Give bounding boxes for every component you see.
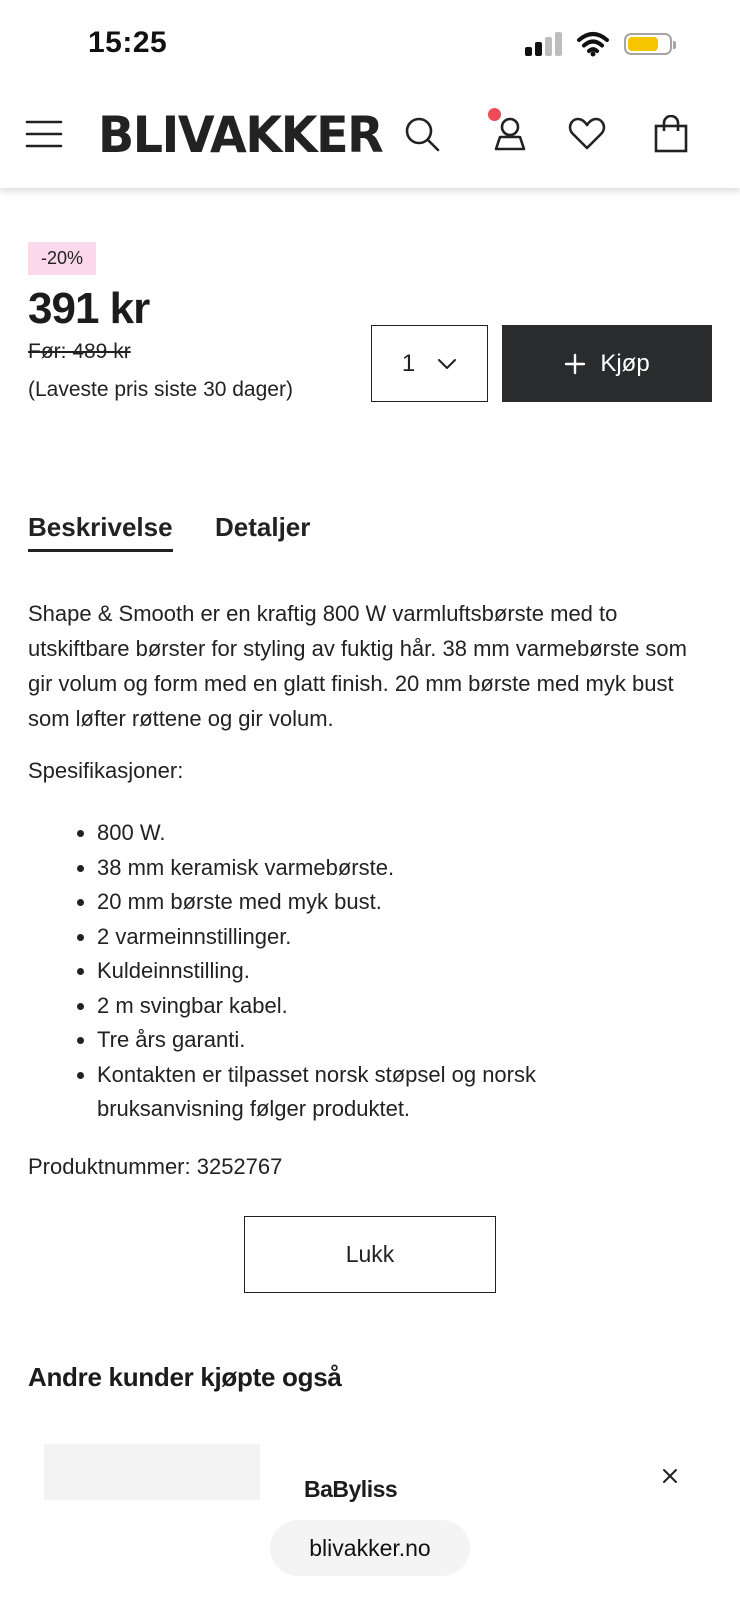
product-number: Produktnummer: 3252767 xyxy=(28,1154,283,1179)
site-logo[interactable]: BLIVAKKER xyxy=(98,106,383,164)
old-price: Før: 489 kr xyxy=(28,340,131,363)
product-brand[interactable]: BaByliss xyxy=(304,1476,398,1502)
notification-dot xyxy=(488,108,501,121)
recommendations-title: Andre kunder kjøpte også xyxy=(28,1362,342,1392)
list-item: • 800 W. xyxy=(97,816,678,851)
spec-heading: Spesifikasjoner: xyxy=(28,758,184,783)
plus-icon xyxy=(564,353,586,375)
list-item: • 2 m svingbar kabel. xyxy=(97,989,678,1024)
close-description-button[interactable]: Lukk xyxy=(244,1216,496,1293)
status-icons xyxy=(525,30,672,58)
list-item: • Kontakten er tilpasset norsk støpsel og norsk bruksanvisning følger produktet. xyxy=(97,1058,678,1127)
search-icon[interactable] xyxy=(398,110,446,158)
list-item: • Kuldeinnstilling. xyxy=(97,954,678,989)
list-item: • 2 varmeinnstillinger. xyxy=(97,920,678,955)
menu-icon[interactable] xyxy=(20,110,68,158)
chevron-down-icon xyxy=(437,358,457,370)
quantity-select[interactable] xyxy=(371,325,488,402)
status-bar xyxy=(0,0,740,88)
current-price: 391 kr xyxy=(28,284,150,333)
buy-button[interactable] xyxy=(502,325,712,402)
site-header xyxy=(0,88,740,188)
close-icon[interactable] xyxy=(660,1466,680,1486)
list-item: • 20 mm børste med myk bust. xyxy=(97,885,678,920)
shopping-bag-icon[interactable] xyxy=(647,110,695,158)
tab-detaljer[interactable]: Detaljer xyxy=(215,512,311,542)
quantity-value: 1 xyxy=(401,349,416,377)
product-description: Shape & Smooth er en kraftig 800 W varmluftsbørste med to utskiftbare børster for styling av fuktig hår. 38 mm varmebørste som gir volum og form med en glatt finish. 20 mm børste med myk bust som løfter røttene og gir volum. xyxy=(28,601,687,731)
spec-list xyxy=(28,816,678,1127)
battery-level-fill xyxy=(628,37,658,51)
lowest-price-note: (Laveste pris siste 30 dager) xyxy=(28,378,293,401)
list-item: • 38 mm keramisk varmebørste. xyxy=(97,851,678,886)
browser-url-bar[interactable]: blivakker.no xyxy=(270,1520,470,1576)
cellular-signal-icon xyxy=(525,32,562,56)
buy-button-label: Kjøp xyxy=(600,349,650,377)
discount-badge: -20% xyxy=(28,242,96,275)
wishlist-heart-icon[interactable] xyxy=(563,110,611,158)
tab-beskrivelse[interactable]: Beskrivelse xyxy=(28,512,173,552)
status-time: 15:25 xyxy=(88,26,168,59)
product-thumbnail[interactable] xyxy=(44,1444,260,1500)
battery-icon xyxy=(624,33,672,55)
list-item: • Tre års garanti. xyxy=(97,1023,678,1058)
wifi-icon xyxy=(576,31,610,57)
